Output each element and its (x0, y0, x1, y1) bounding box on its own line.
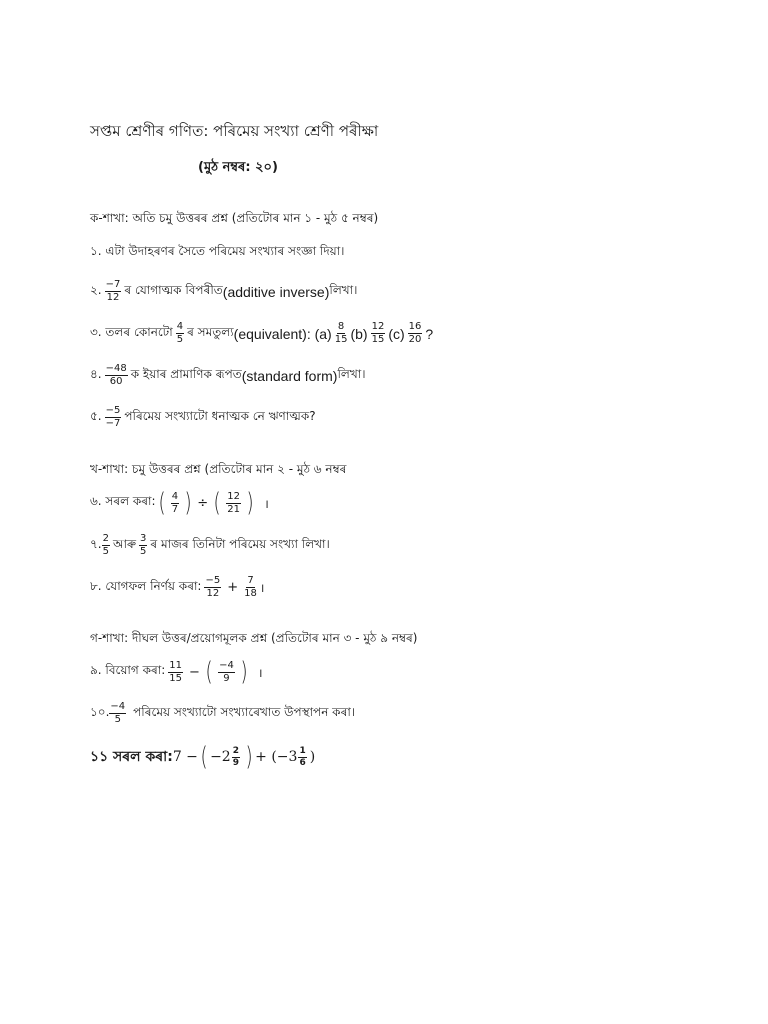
question-8-number: ৮. যোগফল নিৰ্ণয় কৰা: (90, 578, 202, 593)
divide-operator: ÷ (197, 495, 209, 511)
question-3-number: ৩. তলৰ কোনটো (90, 324, 173, 339)
question-5 (90, 406, 316, 429)
fraction (139, 534, 147, 557)
fraction-denominator: 9 (223, 672, 230, 684)
section-b-heading: খ-শাখা: চমু উত্তৰৰ প্ৰশ্ন (প্ৰতিটোৰ মান ২ - মুঠ ৬ নম্বৰ (90, 462, 347, 476)
fraction-denominator: 5 (140, 546, 147, 557)
fraction-denominator: 12 (206, 588, 220, 599)
fraction-numerator: 12 (227, 490, 241, 502)
question-9-number: ৯. বিয়োগ কৰা: (90, 663, 166, 677)
option-c-fraction (408, 322, 423, 345)
question-3 (90, 322, 433, 345)
section-a-heading: ক-শাখা: অতি চমু উত্তৰৰ প্ৰশ্ন (প্ৰতিটোৰ মান ১ - মুঠ ৫ নম্বৰ) (90, 211, 379, 225)
option-b-fraction (371, 322, 386, 345)
fraction (244, 576, 257, 599)
minus-operator: − (189, 664, 200, 680)
question-5-number: ৫. (90, 408, 102, 423)
fraction (176, 322, 184, 345)
question-4-number: ৪. (90, 366, 102, 381)
section-c-heading: গ-শাখা: দীঘল উত্তৰ/প্ৰয়োগমূলক প্ৰশ্ন (প্ৰতিটোৰ মান ৩ - মুঠ ৯ নম্বৰ) (90, 631, 418, 645)
question-7-text: ৰ মাজৰ তিনিটা পৰিমেয় সংখ্যা লিখা। (150, 536, 330, 551)
fraction (204, 576, 221, 599)
fraction (105, 280, 122, 303)
question-3-text: ৰ সমতুল্য (187, 324, 234, 339)
question-6 (90, 490, 269, 516)
total-marks: (মুঠ নম্বৰ: ২০) (198, 160, 278, 175)
left-paren: ( (205, 657, 213, 687)
fraction-denominator: 5 (102, 546, 109, 557)
fraction-numerator: −4 (219, 659, 234, 671)
question-4-english-term: (standard form) (241, 367, 338, 384)
fraction (105, 406, 122, 429)
question-4 (90, 364, 365, 387)
question-7 (90, 534, 330, 557)
fraction-denominator: 60 (109, 376, 123, 387)
fraction-numerator: −7 (105, 279, 121, 290)
fraction-denominator: −7 (105, 418, 121, 429)
fraction-denominator: 5 (176, 334, 184, 345)
question-6-tail: । (264, 496, 269, 511)
fraction (298, 747, 306, 768)
fraction-numerator: 8 (337, 321, 345, 332)
question-6-number: ৬. সৰল কৰা: (90, 494, 156, 508)
question-2-text: ৰ যোগাত্মক বিপৰীত (124, 282, 223, 297)
fraction-numerator: 2 (102, 533, 109, 544)
question-4-tail: লিখা। (337, 366, 366, 381)
question-8 (90, 576, 264, 599)
option-a-fraction (335, 322, 348, 345)
fraction-denominator: 15 (169, 672, 182, 684)
option-c-label: (c) (388, 325, 405, 342)
fraction (102, 534, 110, 557)
question-10-number: ১০. (90, 704, 110, 719)
fraction-denominator: 18 (244, 588, 257, 599)
question-5-text: পৰিমেয় সংখ্যাটো ধনাত্মক নে ঋণাত্মক? (124, 408, 316, 423)
fraction-numerator: 3 (140, 533, 147, 544)
fraction-numerator: 11 (169, 659, 182, 671)
question-11-plus: + ( (255, 749, 277, 765)
question-3-tail: ? (425, 325, 434, 342)
fraction (105, 364, 128, 387)
fraction-numerator: 4 (176, 321, 184, 332)
question-2-tail: লিখা। (329, 282, 358, 297)
right-paren: ) (240, 657, 248, 687)
fraction-denominator: 6 (299, 757, 306, 768)
page-title: সপ্তম শ্ৰেণীৰ গণিত: পৰিমেয় সংখ্যা শ্ৰেণী পৰীক্ষা (90, 122, 379, 140)
question-11-lead: 7 − (172, 749, 198, 765)
question-10 (90, 702, 355, 725)
question-7-number: ৭. (90, 536, 102, 551)
left-paren: ( (213, 488, 221, 518)
fraction-numerator: 4 (171, 490, 179, 502)
mixed-whole-1: −2 (210, 749, 231, 765)
fraction-numerator: −5 (205, 575, 221, 586)
fraction-denominator: 7 (171, 503, 179, 515)
fraction-numerator: 2 (232, 745, 239, 756)
fraction-numerator: 7 (247, 575, 254, 586)
mixed-whole-2: −3 (276, 749, 298, 765)
fraction-denominator: 12 (106, 292, 120, 303)
fraction (226, 492, 241, 515)
question-2-number: ২. (90, 282, 102, 297)
fraction-numerator: 1 (299, 745, 306, 756)
question-2 (90, 280, 357, 303)
fraction-denominator: 5 (114, 714, 121, 725)
fraction-numerator: −48 (105, 363, 127, 374)
right-paren: ) (245, 742, 253, 772)
question-9 (90, 659, 263, 685)
question-11 (90, 744, 315, 770)
fraction (218, 661, 235, 684)
fraction (168, 661, 183, 684)
question-1: ১. এটা উদাহৰণৰ সৈতে পৰিমেয় সংখ্যাৰ সংজ্ঞা দিয়া। (90, 244, 345, 258)
question-9-tail: । (257, 665, 263, 680)
fraction-denominator: 20 (408, 334, 422, 345)
fraction-numerator: 12 (371, 321, 385, 332)
right-paren: ) (184, 488, 192, 518)
fraction-denominator: 15 (334, 334, 348, 345)
question-8-tail: । (259, 581, 265, 595)
fraction (109, 702, 126, 725)
question-11-close: ) (309, 749, 316, 765)
question-11-number: ১১ সৰল কৰা: (90, 749, 173, 765)
fraction-numerator: −5 (105, 405, 121, 416)
fraction-numerator: 16 (408, 321, 422, 332)
fraction (232, 747, 240, 768)
question-10-text: পৰিমেয় সংখ্যাটো সংখ্যাৰেখাত উপস্থাপন কৰা। (133, 704, 356, 719)
right-paren: ) (246, 488, 254, 518)
left-paren: ( (158, 488, 166, 518)
question-4-text: ক ইয়াৰ প্ৰামাণিক ৰূপত (130, 366, 242, 381)
plus-operator: + (227, 580, 239, 595)
left-paren: ( (200, 742, 208, 772)
fraction-denominator: 15 (371, 334, 385, 345)
fraction-numerator: −4 (110, 701, 126, 712)
question-3-english-term: (equivalent): (a) (233, 325, 332, 342)
fraction-denominator: 21 (227, 503, 241, 515)
question-7-and: আৰু (113, 536, 137, 551)
question-2-english-term: (additive inverse) (222, 283, 330, 300)
fraction-denominator: 9 (232, 757, 239, 768)
fraction (171, 492, 179, 515)
option-b-label: (b) (350, 325, 368, 342)
